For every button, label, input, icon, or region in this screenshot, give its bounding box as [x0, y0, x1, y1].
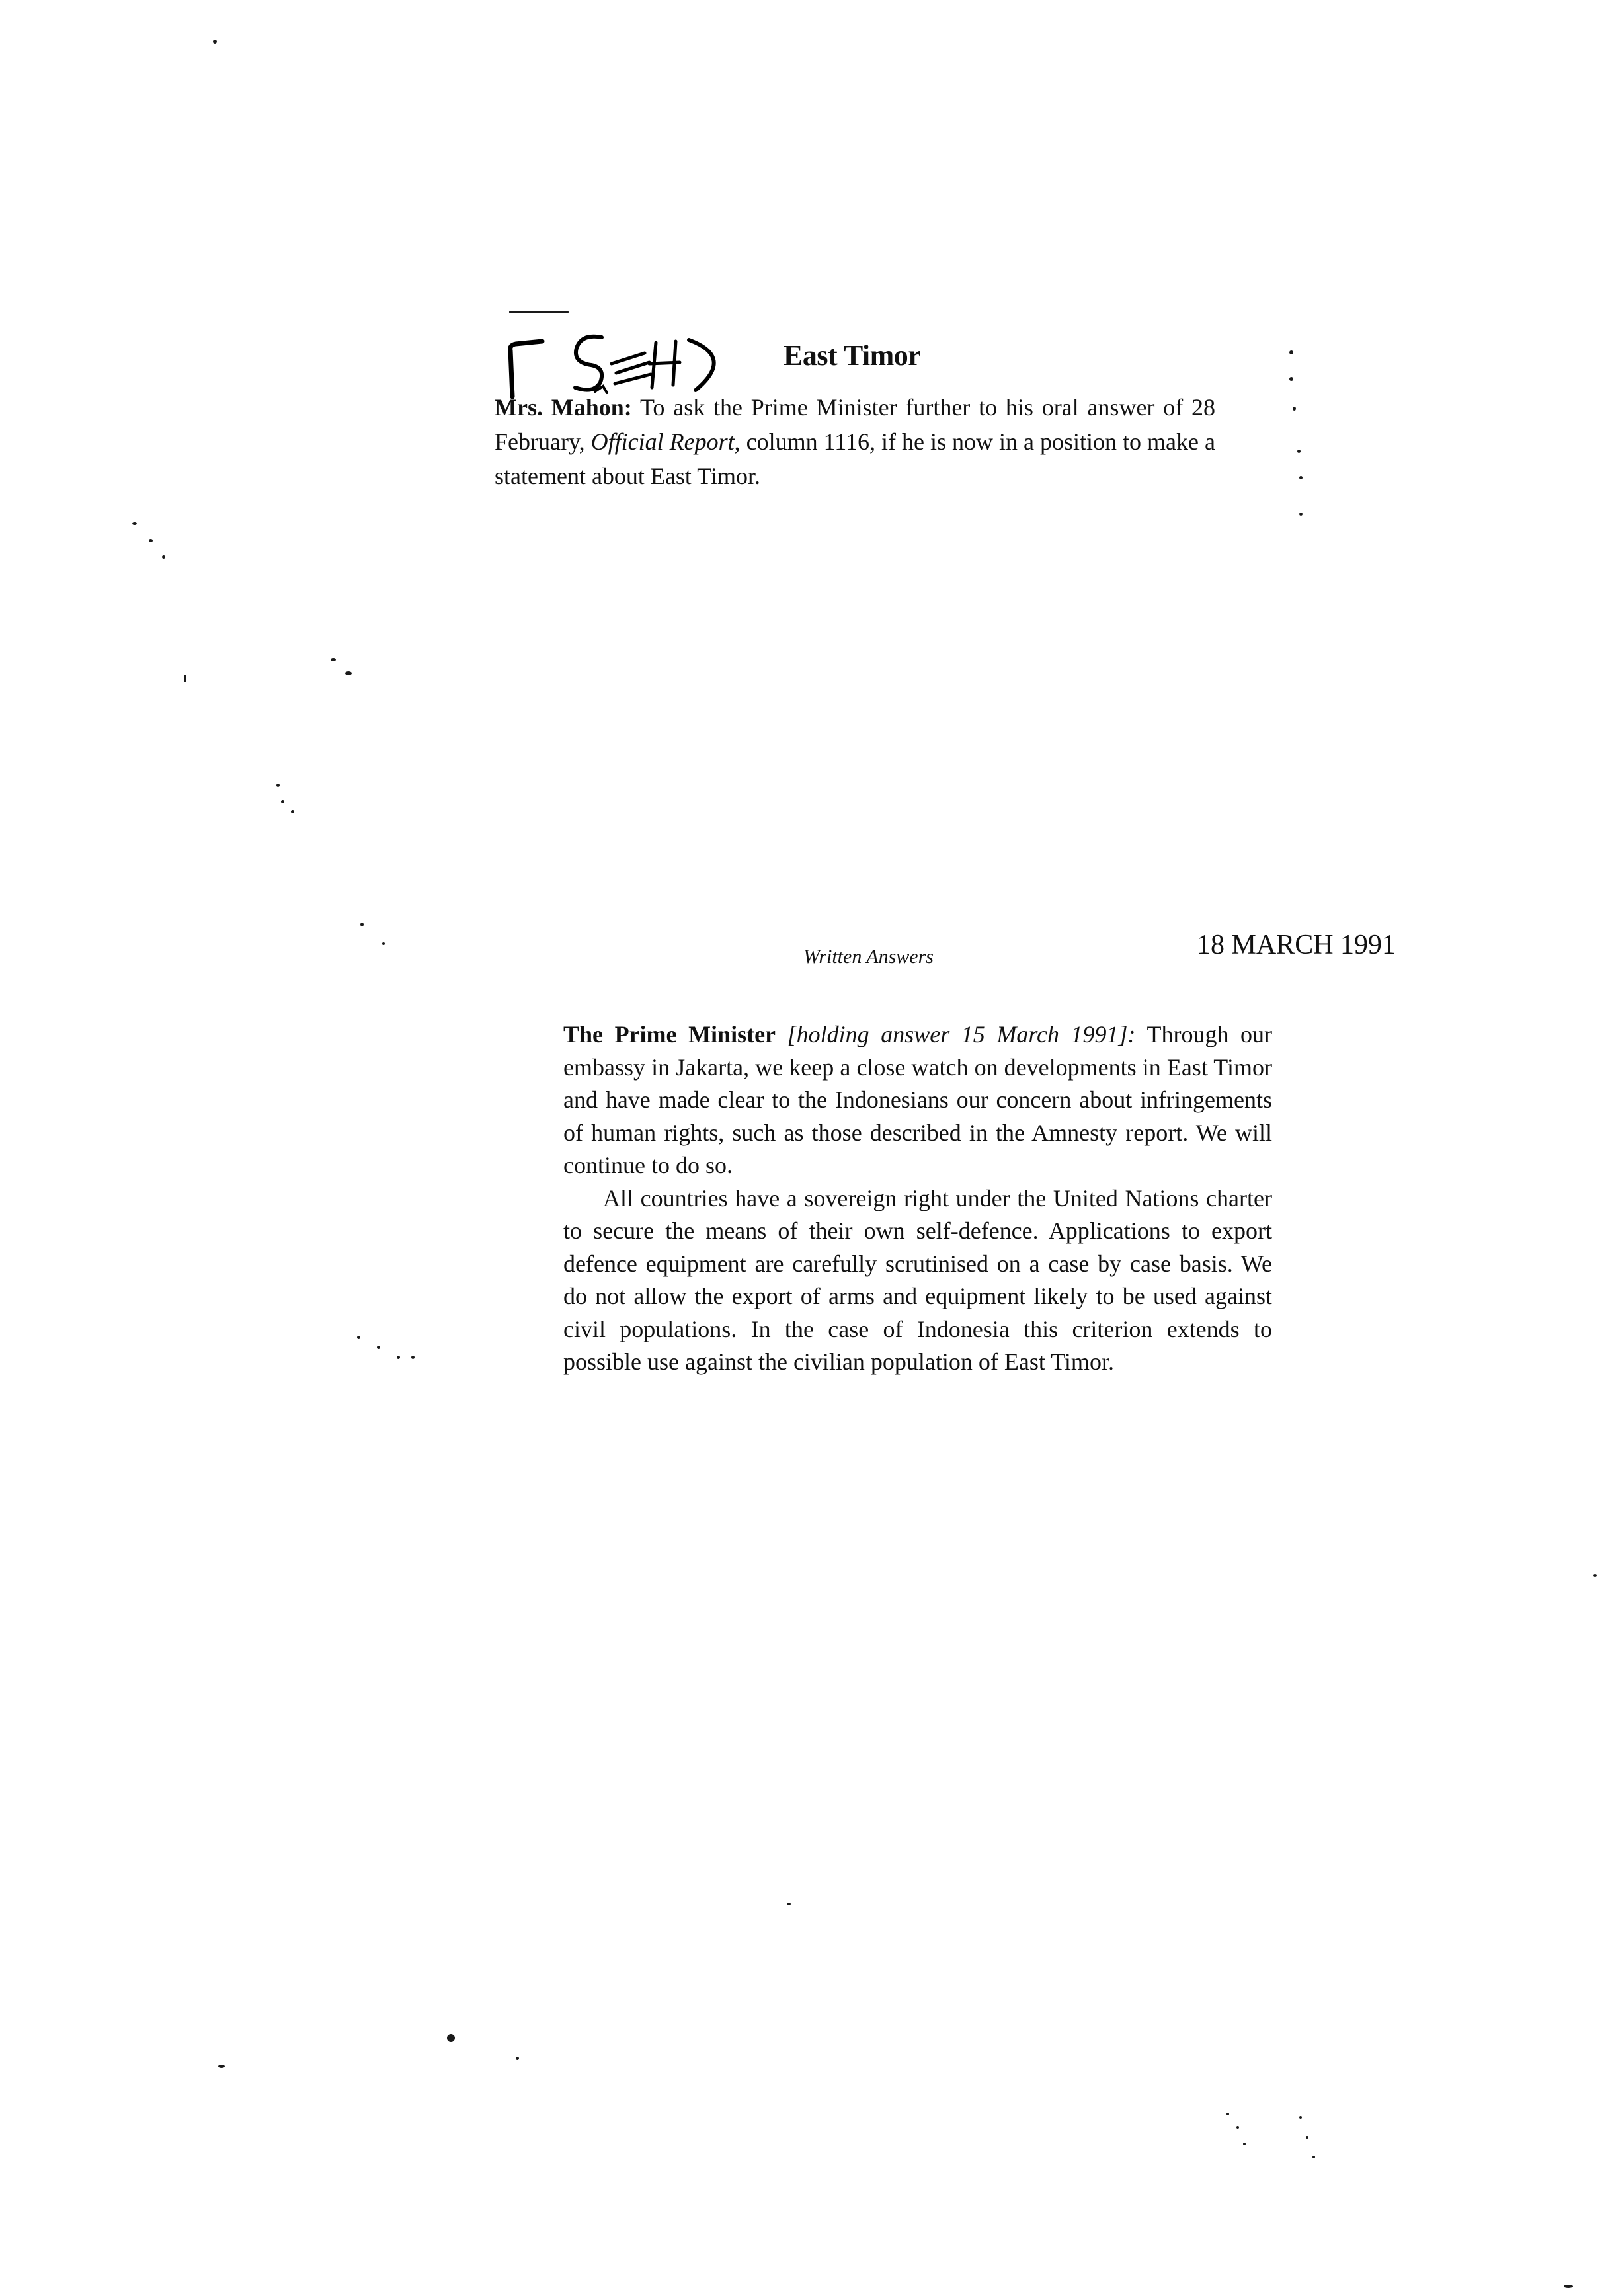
scan-speck [149, 539, 153, 542]
scan-speck [447, 2034, 455, 2042]
scan-speck [1243, 2143, 1246, 2145]
scan-speck [1312, 2156, 1315, 2158]
scan-speck [1306, 2136, 1308, 2139]
scan-speck [281, 800, 284, 803]
scan-speck [1593, 1574, 1597, 1577]
scan-speck [184, 675, 186, 682]
scan-speck [1293, 407, 1296, 411]
question-asker: Mrs. Mahon: [495, 394, 632, 421]
scan-speck [291, 810, 294, 813]
scan-speck [382, 942, 385, 945]
answer-text [563, 1018, 1272, 1379]
scan-speck [787, 1903, 791, 1905]
scan-speck [1297, 450, 1301, 453]
page-date: 18 MARCH 1991 [1197, 930, 1396, 960]
scan-speck [162, 555, 165, 559]
answer-speaker: The Prime Minister [563, 1021, 776, 1047]
scan-speck [397, 1356, 400, 1359]
scan-speck [1299, 476, 1303, 479]
answer-paragraph-2: All countries have a sovereign right under the United Nations charter to secure the means of their own self-defence. Applications to export defence equipment are carefully scrutinised on a case by case basis. We do not allow the export of arms and equipment likely to be used against civil populations. In the case of Indonesia this criterion extends to possible use against the civilian population of East Timor. [563, 1184, 1272, 1375]
scan-speck [132, 522, 137, 525]
scan-speck [331, 658, 336, 661]
scan-speck [1226, 2113, 1229, 2115]
scan-speck [357, 1336, 360, 1339]
scan-speck [411, 1356, 415, 1359]
scan-speck [1289, 377, 1293, 381]
scan-speck [1299, 2116, 1302, 2119]
question-title: East Timor [784, 339, 921, 372]
scan-speck [276, 784, 280, 787]
answer-paragraph [563, 1018, 1272, 1182]
question-body-continued: , column 1116, if he is now in a position to make a statement about East Timor. [495, 429, 1215, 489]
scan-speck [1289, 350, 1293, 354]
scan-speck [377, 1346, 380, 1349]
question-text [495, 390, 1215, 493]
answer-paragraph [563, 1182, 1272, 1379]
scan-speck [218, 2065, 225, 2068]
answer-paragraph-1: Through our embassy in Jakarta, we keep a close watch on developments in East Timor and have made clear to the Indonesians our concern about infringements of human rights, such as those described in the Amnesty report. We will continue to do so. [563, 1021, 1272, 1178]
scan-speck [1299, 512, 1303, 516]
official-report-reference: Official Report [590, 429, 735, 455]
scan-speck [1564, 2285, 1573, 2288]
running-head: Written Answers [803, 946, 934, 967]
scan-speck [213, 40, 217, 44]
question-body: To ask the Prime Minister further to his oral answer of 28 February, [495, 394, 1215, 455]
scan-speck [516, 2057, 519, 2060]
scan-speck [345, 671, 352, 675]
scan-speck [1236, 2126, 1239, 2129]
scan-speck [360, 922, 364, 926]
holding-answer-note: [holding answer 15 March 1991]: [787, 1021, 1136, 1047]
scan-speck [509, 311, 569, 313]
